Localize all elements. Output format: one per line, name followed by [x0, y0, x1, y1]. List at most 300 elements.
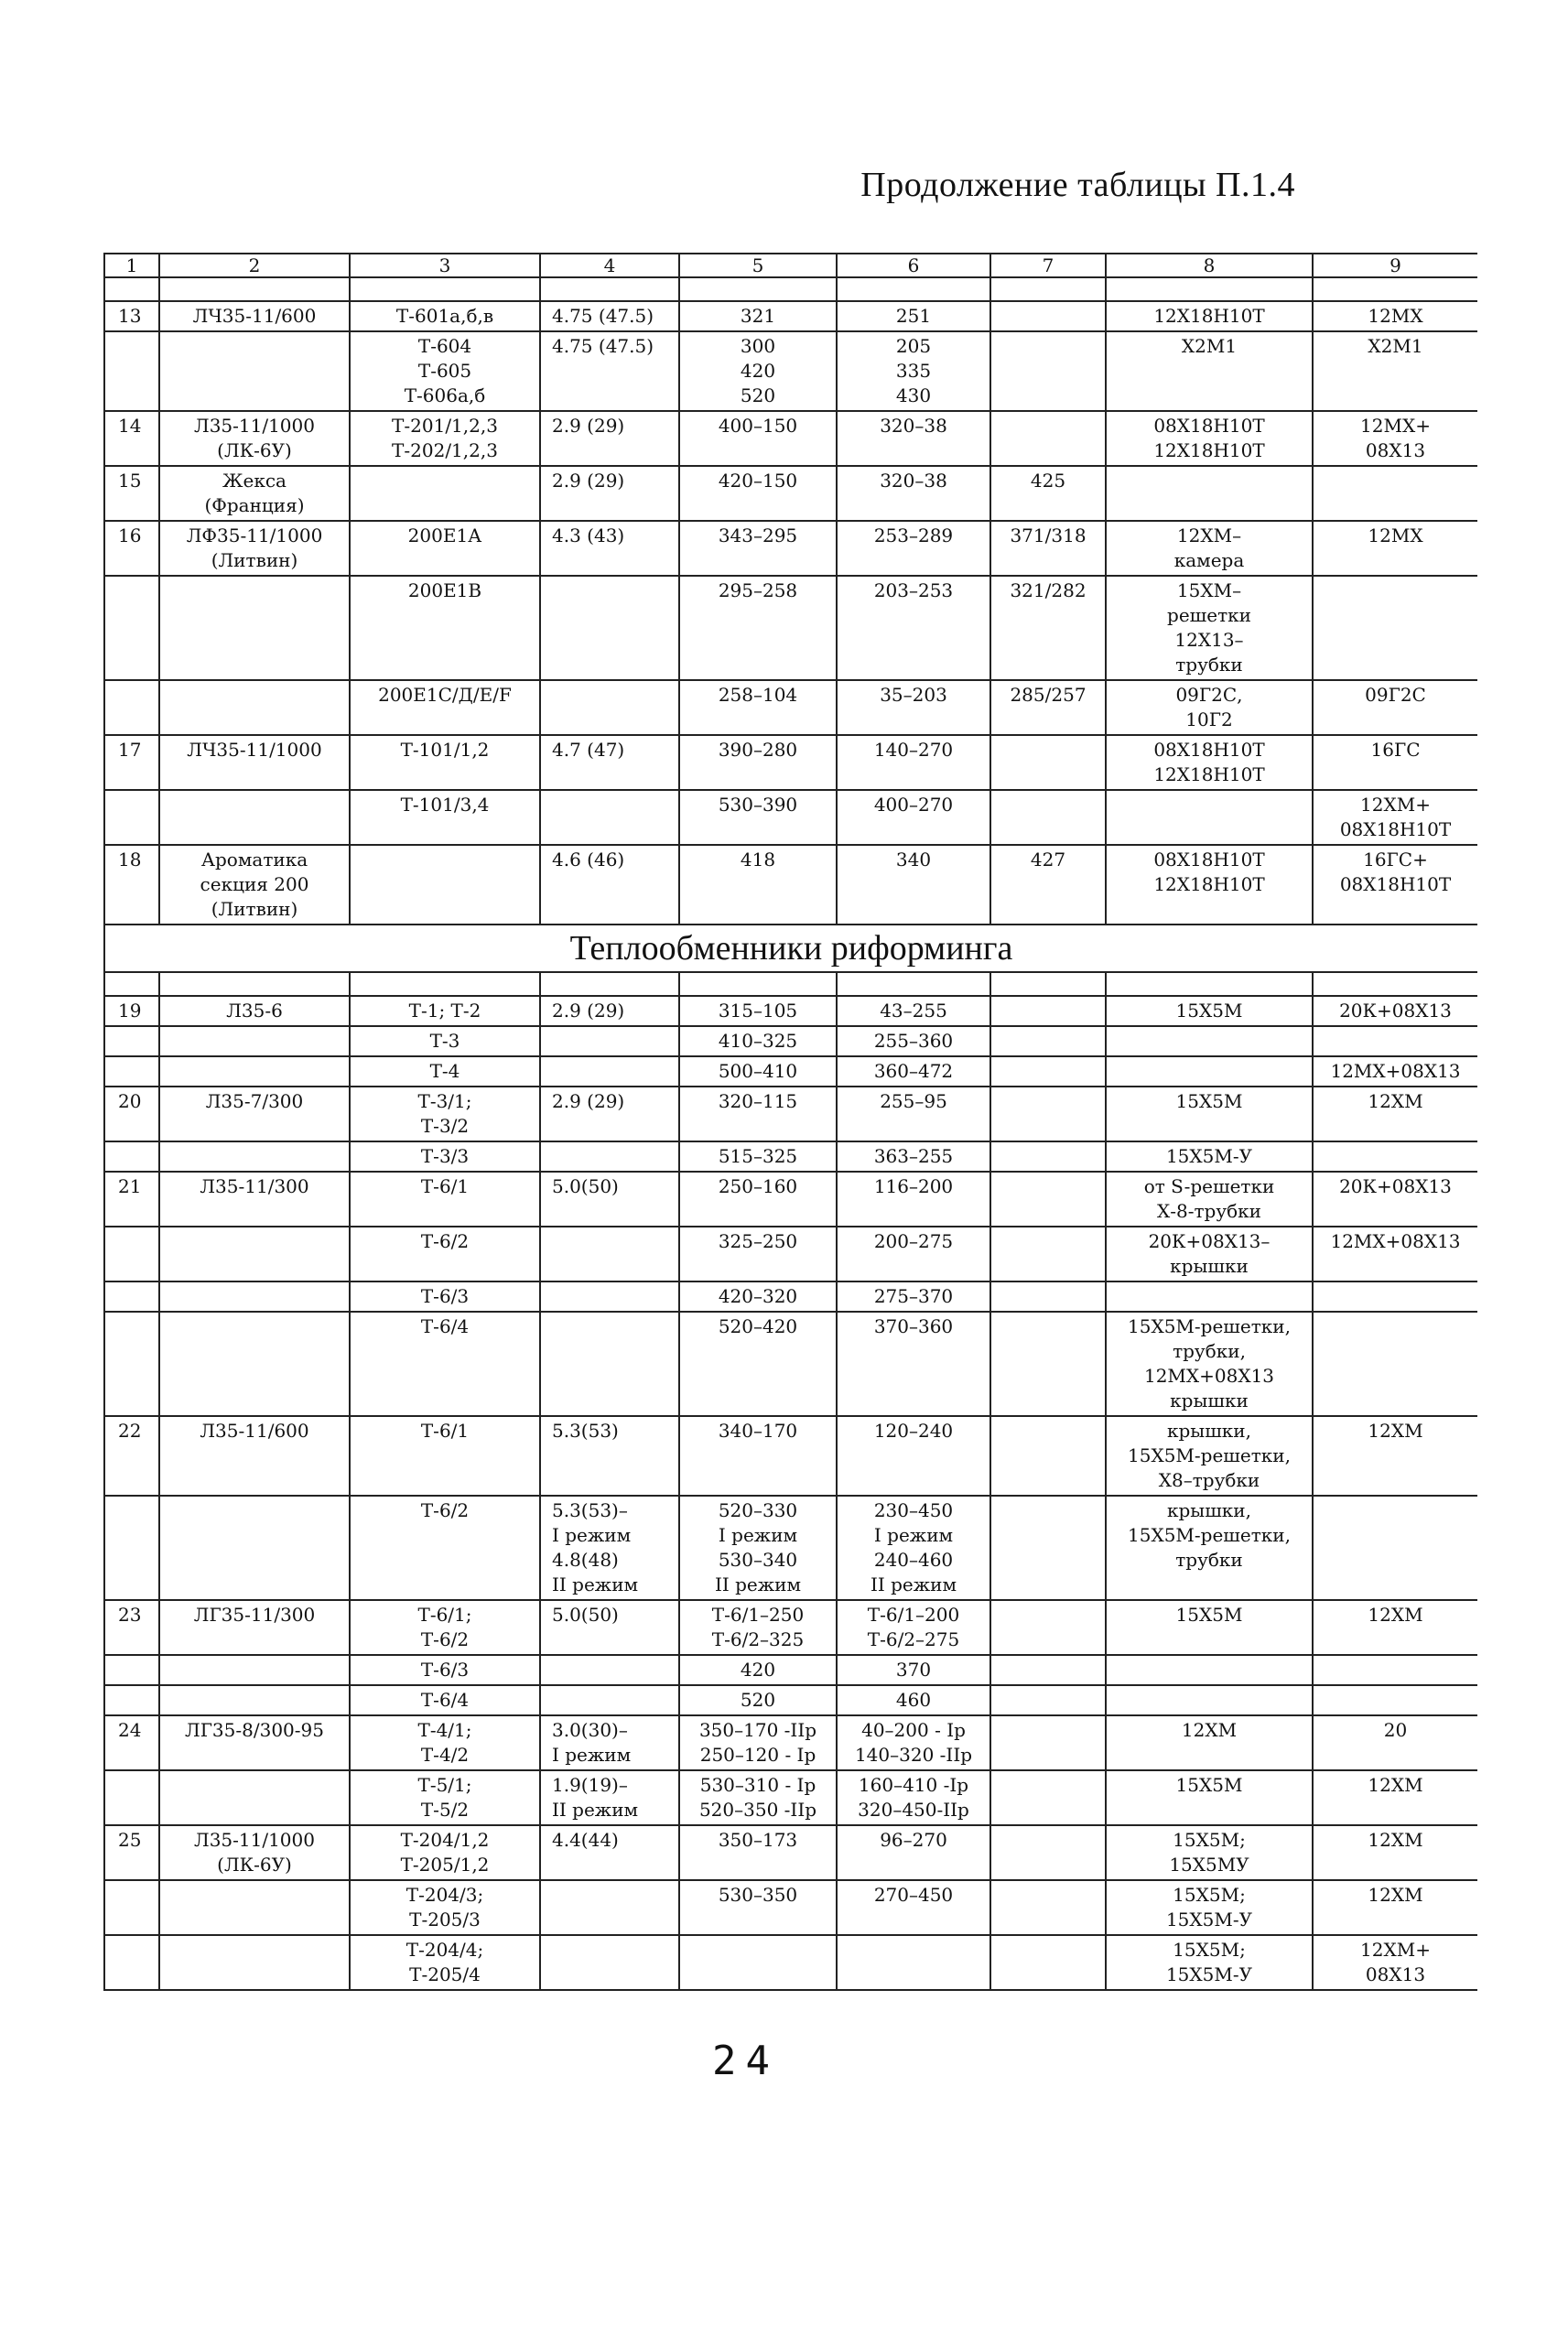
- cell-col-3: Т-6/1: [350, 1416, 540, 1496]
- table-row: [104, 1715, 1477, 1770]
- table-row: [104, 996, 1477, 1026]
- cell-col-8: [1106, 1655, 1313, 1685]
- cell-col-1: [104, 1056, 159, 1087]
- table-row: [104, 1087, 1477, 1141]
- cell-col-4: 2.9 (29): [540, 411, 679, 466]
- cell-col-7: [990, 1655, 1106, 1685]
- cell-col-2: [159, 1227, 350, 1281]
- cell-col-9: 12ХМ: [1313, 1770, 1477, 1825]
- cell-col-3: Т-6/3: [350, 1281, 540, 1312]
- cell-col-8: 15Х5М; 15Х5М-У: [1106, 1880, 1313, 1935]
- cell-col-7: [990, 1141, 1106, 1172]
- cell-col-1: [104, 331, 159, 411]
- cell-col-9: 12ХМ: [1313, 1600, 1477, 1655]
- cell-col-6: 160–410 -Iр 320–450-IIр: [837, 1770, 990, 1825]
- cell-col-1: 23: [104, 1600, 159, 1655]
- cell-col-1: [104, 790, 159, 845]
- spacer-cell: [1106, 972, 1313, 996]
- cell-col-3: Т-601а,б,в: [350, 301, 540, 331]
- cell-col-2: [159, 680, 350, 735]
- spacer-cell: [990, 972, 1106, 996]
- cell-col-8: 15Х5М; 15Х5МУ: [1106, 1825, 1313, 1880]
- cell-col-6: 363–255: [837, 1141, 990, 1172]
- cell-col-4: 5.0(50): [540, 1600, 679, 1655]
- cell-col-2: [159, 1880, 350, 1935]
- cell-col-3: Т-3: [350, 1026, 540, 1056]
- cell-col-8: [1106, 1281, 1313, 1312]
- cell-col-9: [1313, 1312, 1477, 1416]
- cell-col-4: 4.4(44): [540, 1825, 679, 1880]
- cell-col-8: 15Х5М: [1106, 1770, 1313, 1825]
- cell-col-1: [104, 1496, 159, 1600]
- cell-col-8: [1106, 790, 1313, 845]
- cell-col-5: 300 420 520: [679, 331, 837, 411]
- cell-col-3: Т-6/4: [350, 1312, 540, 1416]
- section-row: [104, 925, 1477, 972]
- table-row: [104, 735, 1477, 790]
- cell-col-6: 320–38: [837, 411, 990, 466]
- cell-col-4: [540, 1935, 679, 1990]
- cell-col-4: 1.9(19)– II режим: [540, 1770, 679, 1825]
- cell-col-1: [104, 1935, 159, 1990]
- cell-col-8: 15Х5М; 15Х5М-У: [1106, 1935, 1313, 1990]
- cell-col-3: Т-604 Т-605 Т-606а,б: [350, 331, 540, 411]
- cell-col-5: 520: [679, 1685, 837, 1715]
- cell-col-4: [540, 1281, 679, 1312]
- cell-col-8: 12Х18Н10Т: [1106, 301, 1313, 331]
- cell-col-1: 24: [104, 1715, 159, 1770]
- cell-col-9: 20К+08Х13: [1313, 1172, 1477, 1227]
- cell-col-3: Т-6/2: [350, 1496, 540, 1600]
- cell-col-2: Ароматика секция 200 (Литвин): [159, 845, 350, 925]
- cell-col-9: [1313, 1496, 1477, 1600]
- cell-col-8: Х2М1: [1106, 331, 1313, 411]
- cell-col-3: Т-101/1,2: [350, 735, 540, 790]
- cell-col-7: 425: [990, 466, 1106, 521]
- cell-col-9: 12ХМ: [1313, 1880, 1477, 1935]
- cell-col-8: 15Х5М: [1106, 1600, 1313, 1655]
- cell-col-4: [540, 1056, 679, 1087]
- cell-col-8: 15Х5М: [1106, 1087, 1313, 1141]
- cell-col-7: [990, 1770, 1106, 1825]
- cell-col-9: 9: [1313, 254, 1477, 277]
- cell-col-3: Т-3/3: [350, 1141, 540, 1172]
- cell-col-6: 320–38: [837, 466, 990, 521]
- cell-col-6: 255–360: [837, 1026, 990, 1056]
- table-row: [104, 331, 1477, 411]
- cell-col-4: 4.7 (47): [540, 735, 679, 790]
- cell-col-2: [159, 1655, 350, 1685]
- cell-col-1: 20: [104, 1087, 159, 1141]
- spacer-cell: [837, 277, 990, 301]
- cell-col-5: 343–295: [679, 521, 837, 576]
- cell-col-7: [990, 411, 1106, 466]
- cell-col-9: 12ХМ: [1313, 1087, 1477, 1141]
- cell-col-1: [104, 1141, 159, 1172]
- cell-col-9: 12ХМ: [1313, 1825, 1477, 1880]
- cell-col-3: 3: [350, 254, 540, 277]
- cell-col-6: 120–240: [837, 1416, 990, 1496]
- cell-col-1: [104, 1312, 159, 1416]
- cell-col-9: 12ХМ+ 08Х18Н10Т: [1313, 790, 1477, 845]
- spacer-row: [104, 972, 1477, 996]
- cell-col-6: 253–289: [837, 521, 990, 576]
- spacer-cell: [104, 972, 159, 996]
- cell-col-3: 200Е1С/Д/Е/F: [350, 680, 540, 735]
- cell-col-3: [350, 466, 540, 521]
- cell-col-8: 12ХМ– камера: [1106, 521, 1313, 576]
- cell-col-8: 08Х18Н10Т 12Х18Н10Т: [1106, 411, 1313, 466]
- cell-col-7: [990, 1416, 1106, 1496]
- cell-col-5: 315–105: [679, 996, 837, 1026]
- cell-col-6: 251: [837, 301, 990, 331]
- cell-col-4: [540, 1685, 679, 1715]
- cell-col-4: 3.0(30)– I режим: [540, 1715, 679, 1770]
- cell-col-4: 4.75 (47.5): [540, 301, 679, 331]
- cell-col-6: 270–450: [837, 1880, 990, 1935]
- cell-col-9: [1313, 1685, 1477, 1715]
- cell-col-1: [104, 680, 159, 735]
- cell-col-7: [990, 1715, 1106, 1770]
- cell-col-6: 40–200 - Iр 140–320 -IIр: [837, 1715, 990, 1770]
- spacer-cell: [350, 277, 540, 301]
- cell-col-7: 371/318: [990, 521, 1106, 576]
- cell-col-5: 320–115: [679, 1087, 837, 1141]
- spacer-cell: [350, 972, 540, 996]
- cell-col-4: 4.3 (43): [540, 521, 679, 576]
- cell-col-9: 12ХМ: [1313, 1416, 1477, 1496]
- cell-col-9: 12МХ: [1313, 301, 1477, 331]
- cell-col-5: 500–410: [679, 1056, 837, 1087]
- cell-col-5: 258–104: [679, 680, 837, 735]
- cell-col-7: [990, 1825, 1106, 1880]
- cell-col-3: Т-204/4; Т-205/4: [350, 1935, 540, 1990]
- table-row: [104, 680, 1477, 735]
- cell-col-8: 15Х5М-У: [1106, 1141, 1313, 1172]
- cell-col-3: 200Е1В: [350, 576, 540, 680]
- cell-col-9: [1313, 1026, 1477, 1056]
- table-row: [104, 466, 1477, 521]
- cell-col-9: Х2М1: [1313, 331, 1477, 411]
- cell-col-5: Т-6/1–250 Т-6/2–325: [679, 1600, 837, 1655]
- cell-col-1: 25: [104, 1825, 159, 1880]
- cell-col-6: 275–370: [837, 1281, 990, 1312]
- cell-col-7: 427: [990, 845, 1106, 925]
- table-row: [104, 1416, 1477, 1496]
- cell-col-2: [159, 1281, 350, 1312]
- cell-col-3: Т-204/1,2 Т-205/1,2: [350, 1825, 540, 1880]
- cell-col-2: [159, 331, 350, 411]
- cell-col-9: 16ГС+ 08Х18Н10Т: [1313, 845, 1477, 925]
- cell-col-9: 12ХМ+ 08Х13: [1313, 1935, 1477, 1990]
- cell-col-8: от S-решетки Х-8-трубки: [1106, 1172, 1313, 1227]
- cell-col-2: Л35-11/1000 (ЛК-6У): [159, 1825, 350, 1880]
- cell-col-4: 4.75 (47.5): [540, 331, 679, 411]
- cell-col-1: 1: [104, 254, 159, 277]
- cell-col-8: 15Х5М: [1106, 996, 1313, 1026]
- cell-col-6: 6: [837, 254, 990, 277]
- cell-col-5: 250–160: [679, 1172, 837, 1227]
- cell-col-2: ЛГ35-11/300: [159, 1600, 350, 1655]
- cell-col-5: [679, 1935, 837, 1990]
- cell-col-4: 4.6 (46): [540, 845, 679, 925]
- cell-col-2: Л35-11/600: [159, 1416, 350, 1496]
- table-row: [104, 1770, 1477, 1825]
- cell-col-2: [159, 1685, 350, 1715]
- cell-col-8: 12ХМ: [1106, 1715, 1313, 1770]
- cell-col-9: 20К+08Х13: [1313, 996, 1477, 1026]
- table-row: [104, 845, 1477, 925]
- cell-col-2: 2: [159, 254, 350, 277]
- cell-col-9: 12МХ+08Х13: [1313, 1056, 1477, 1087]
- cell-col-2: Л35-7/300: [159, 1087, 350, 1141]
- cell-col-7: [990, 1227, 1106, 1281]
- cell-col-3: Т-6/1: [350, 1172, 540, 1227]
- spacer-cell: [837, 972, 990, 996]
- cell-col-4: 2.9 (29): [540, 1087, 679, 1141]
- spacer-cell: [540, 277, 679, 301]
- cell-col-6: 230–450 I режим 240–460 II режим: [837, 1496, 990, 1600]
- cell-col-4: 2.9 (29): [540, 996, 679, 1026]
- cell-col-5: 410–325: [679, 1026, 837, 1056]
- cell-col-7: [990, 1600, 1106, 1655]
- cell-col-4: [540, 1026, 679, 1056]
- spacer-cell: [1106, 277, 1313, 301]
- cell-col-6: 140–270: [837, 735, 990, 790]
- cell-col-5: 418: [679, 845, 837, 925]
- cell-col-7: [990, 1312, 1106, 1416]
- table-row: [104, 1141, 1477, 1172]
- cell-col-9: [1313, 1655, 1477, 1685]
- cell-col-1: [104, 1281, 159, 1312]
- cell-col-6: 200–275: [837, 1227, 990, 1281]
- cell-col-1: [104, 1227, 159, 1281]
- table-row: [104, 1655, 1477, 1685]
- cell-col-2: [159, 1770, 350, 1825]
- cell-col-7: 285/257: [990, 680, 1106, 735]
- cell-col-2: ЛЧ35-11/1000: [159, 735, 350, 790]
- cell-col-1: 17: [104, 735, 159, 790]
- cell-col-5: 530–310 - Iр 520–350 -IIр: [679, 1770, 837, 1825]
- cell-col-2: [159, 1935, 350, 1990]
- cell-col-5: 530–390: [679, 790, 837, 845]
- cell-col-8: 09Г2С, 10Г2: [1106, 680, 1313, 735]
- spacer-cell: [679, 277, 837, 301]
- cell-col-6: Т-6/1–200 Т-6/2–275: [837, 1600, 990, 1655]
- cell-col-7: [990, 1026, 1106, 1056]
- cell-col-7: [990, 1172, 1106, 1227]
- cell-col-8: 8: [1106, 254, 1313, 277]
- cell-col-6: 340: [837, 845, 990, 925]
- cell-col-5: 321: [679, 301, 837, 331]
- cell-col-6: 43–255: [837, 996, 990, 1026]
- cell-col-8: крышки, 15Х5М-решетки, трубки: [1106, 1496, 1313, 1600]
- cell-col-5: 420: [679, 1655, 837, 1685]
- section-title: Теплообменники риформинга: [104, 925, 1477, 972]
- cell-col-7: 321/282: [990, 576, 1106, 680]
- cell-col-3: Т-4: [350, 1056, 540, 1087]
- cell-col-1: 14: [104, 411, 159, 466]
- cell-col-4: [540, 1227, 679, 1281]
- cell-col-6: 370: [837, 1655, 990, 1685]
- cell-col-3: Т-5/1; Т-5/2: [350, 1770, 540, 1825]
- cell-col-4: [540, 1312, 679, 1416]
- cell-col-5: 520–330 I режим 530–340 II режим: [679, 1496, 837, 1600]
- cell-col-7: [990, 996, 1106, 1026]
- table-row: [104, 1935, 1477, 1990]
- cell-col-8: [1106, 1056, 1313, 1087]
- cell-col-7: [990, 331, 1106, 411]
- cell-col-2: Л35-11/1000 (ЛК-6У): [159, 411, 350, 466]
- cell-col-1: [104, 1770, 159, 1825]
- header-row: [104, 254, 1477, 277]
- table-row: [104, 1281, 1477, 1312]
- cell-col-6: 400–270: [837, 790, 990, 845]
- cell-col-8: 08Х18Н10Т 12Х18Н10Т: [1106, 735, 1313, 790]
- cell-col-3: Т-201/1,2,3 Т-202/1,2,3: [350, 411, 540, 466]
- cell-col-7: [990, 301, 1106, 331]
- table-row: [104, 1227, 1477, 1281]
- table-row: [104, 1172, 1477, 1227]
- cell-col-6: [837, 1935, 990, 1990]
- cell-col-1: [104, 1026, 159, 1056]
- cell-col-9: [1313, 576, 1477, 680]
- cell-col-9: 20: [1313, 1715, 1477, 1770]
- cell-col-6: 360–472: [837, 1056, 990, 1087]
- cell-col-5: 350–170 -IIр 250–120 - Iр: [679, 1715, 837, 1770]
- cell-col-5: 420–150: [679, 466, 837, 521]
- cell-col-1: [104, 576, 159, 680]
- cell-col-5: 390–280: [679, 735, 837, 790]
- cell-col-1: [104, 1685, 159, 1715]
- cell-col-9: [1313, 466, 1477, 521]
- spacer-row: [104, 277, 1477, 301]
- cell-col-8: [1106, 1026, 1313, 1056]
- table-row: [104, 1312, 1477, 1416]
- table-row: [104, 1026, 1477, 1056]
- table-row: [104, 1825, 1477, 1880]
- cell-col-6: 96–270: [837, 1825, 990, 1880]
- cell-col-4: [540, 1655, 679, 1685]
- cell-col-1: 22: [104, 1416, 159, 1496]
- page-number: 24: [712, 2038, 779, 2084]
- cell-col-9: 09Г2С: [1313, 680, 1477, 735]
- specs-table: [103, 253, 1477, 1991]
- spacer-cell: [679, 972, 837, 996]
- cell-col-4: 4: [540, 254, 679, 277]
- cell-col-2: [159, 576, 350, 680]
- cell-col-5: 5: [679, 254, 837, 277]
- cell-col-8: 15ХМ– решетки 12Х13– трубки: [1106, 576, 1313, 680]
- cell-col-7: [990, 1496, 1106, 1600]
- cell-col-4: 5.3(53): [540, 1416, 679, 1496]
- cell-col-9: 12МХ+08Х13: [1313, 1227, 1477, 1281]
- cell-col-7: [990, 1935, 1106, 1990]
- cell-col-4: [540, 576, 679, 680]
- table-row: [104, 1496, 1477, 1600]
- cell-col-2: ЛЧ35-11/600: [159, 301, 350, 331]
- cell-col-2: [159, 1312, 350, 1416]
- table-row: [104, 1685, 1477, 1715]
- cell-col-1: 21: [104, 1172, 159, 1227]
- table-row: [104, 1880, 1477, 1935]
- cell-col-6: 116–200: [837, 1172, 990, 1227]
- cell-col-9: 12МХ+ 08Х13: [1313, 411, 1477, 466]
- cell-col-2: Л35-6: [159, 996, 350, 1026]
- cell-col-9: [1313, 1281, 1477, 1312]
- spacer-cell: [990, 277, 1106, 301]
- spacer-cell: [159, 972, 350, 996]
- cell-col-3: Т-6/1; Т-6/2: [350, 1600, 540, 1655]
- cell-col-7: [990, 1056, 1106, 1087]
- cell-col-3: [350, 845, 540, 925]
- cell-col-1: [104, 1655, 159, 1685]
- cell-col-3: Т-6/4: [350, 1685, 540, 1715]
- cell-col-1: 16: [104, 521, 159, 576]
- table-row: [104, 576, 1477, 680]
- cell-col-2: ЛФ35-11/1000 (Литвин): [159, 521, 350, 576]
- cell-col-5: 530–350: [679, 1880, 837, 1935]
- table-row: [104, 1056, 1477, 1087]
- cell-col-6: 460: [837, 1685, 990, 1715]
- cell-col-7: [990, 1087, 1106, 1141]
- cell-col-2: [159, 1056, 350, 1087]
- cell-col-5: 520–420: [679, 1312, 837, 1416]
- cell-col-5: 420–320: [679, 1281, 837, 1312]
- cell-col-2: [159, 1141, 350, 1172]
- cell-col-7: [990, 1685, 1106, 1715]
- cell-col-4: [540, 1141, 679, 1172]
- table-row: [104, 1600, 1477, 1655]
- cell-col-3: 200Е1А: [350, 521, 540, 576]
- cell-col-4: [540, 1880, 679, 1935]
- cell-col-4: 2.9 (29): [540, 466, 679, 521]
- cell-col-1: 18: [104, 845, 159, 925]
- cell-col-6: 205 335 430: [837, 331, 990, 411]
- cell-col-1: 15: [104, 466, 159, 521]
- cell-col-4: 5.0(50): [540, 1172, 679, 1227]
- cell-col-8: [1106, 466, 1313, 521]
- cell-col-3: Т-204/3; Т-205/3: [350, 1880, 540, 1935]
- cell-col-2: [159, 790, 350, 845]
- table-caption: Продолжение таблицы П.1.4: [860, 166, 1295, 204]
- cell-col-8: 15Х5М-решетки, трубки, 12МХ+08Х13 крышки: [1106, 1312, 1313, 1416]
- cell-col-4: [540, 790, 679, 845]
- cell-col-3: Т-3/1; Т-3/2: [350, 1087, 540, 1141]
- cell-col-5: 400–150: [679, 411, 837, 466]
- cell-col-3: Т-1; Т-2: [350, 996, 540, 1026]
- cell-col-3: Т-6/2: [350, 1227, 540, 1281]
- cell-col-5: 325–250: [679, 1227, 837, 1281]
- cell-col-8: 08Х18Н10Т 12Х18Н10Т: [1106, 845, 1313, 925]
- cell-col-4: [540, 680, 679, 735]
- cell-col-8: [1106, 1685, 1313, 1715]
- cell-col-7: [990, 1281, 1106, 1312]
- cell-col-8: крышки, 15Х5М-решетки, Х8–трубки: [1106, 1416, 1313, 1496]
- cell-col-2: Л35-11/300: [159, 1172, 350, 1227]
- table-row: [104, 301, 1477, 331]
- cell-col-6: 255–95: [837, 1087, 990, 1141]
- cell-col-5: 340–170: [679, 1416, 837, 1496]
- cell-col-3: Т-6/3: [350, 1655, 540, 1685]
- cell-col-2: [159, 1496, 350, 1600]
- cell-col-2: Жекса (Франция): [159, 466, 350, 521]
- cell-col-5: 515–325: [679, 1141, 837, 1172]
- cell-col-7: [990, 1880, 1106, 1935]
- cell-col-2: [159, 1026, 350, 1056]
- cell-col-5: 295–258: [679, 576, 837, 680]
- cell-col-3: Т-4/1; Т-4/2: [350, 1715, 540, 1770]
